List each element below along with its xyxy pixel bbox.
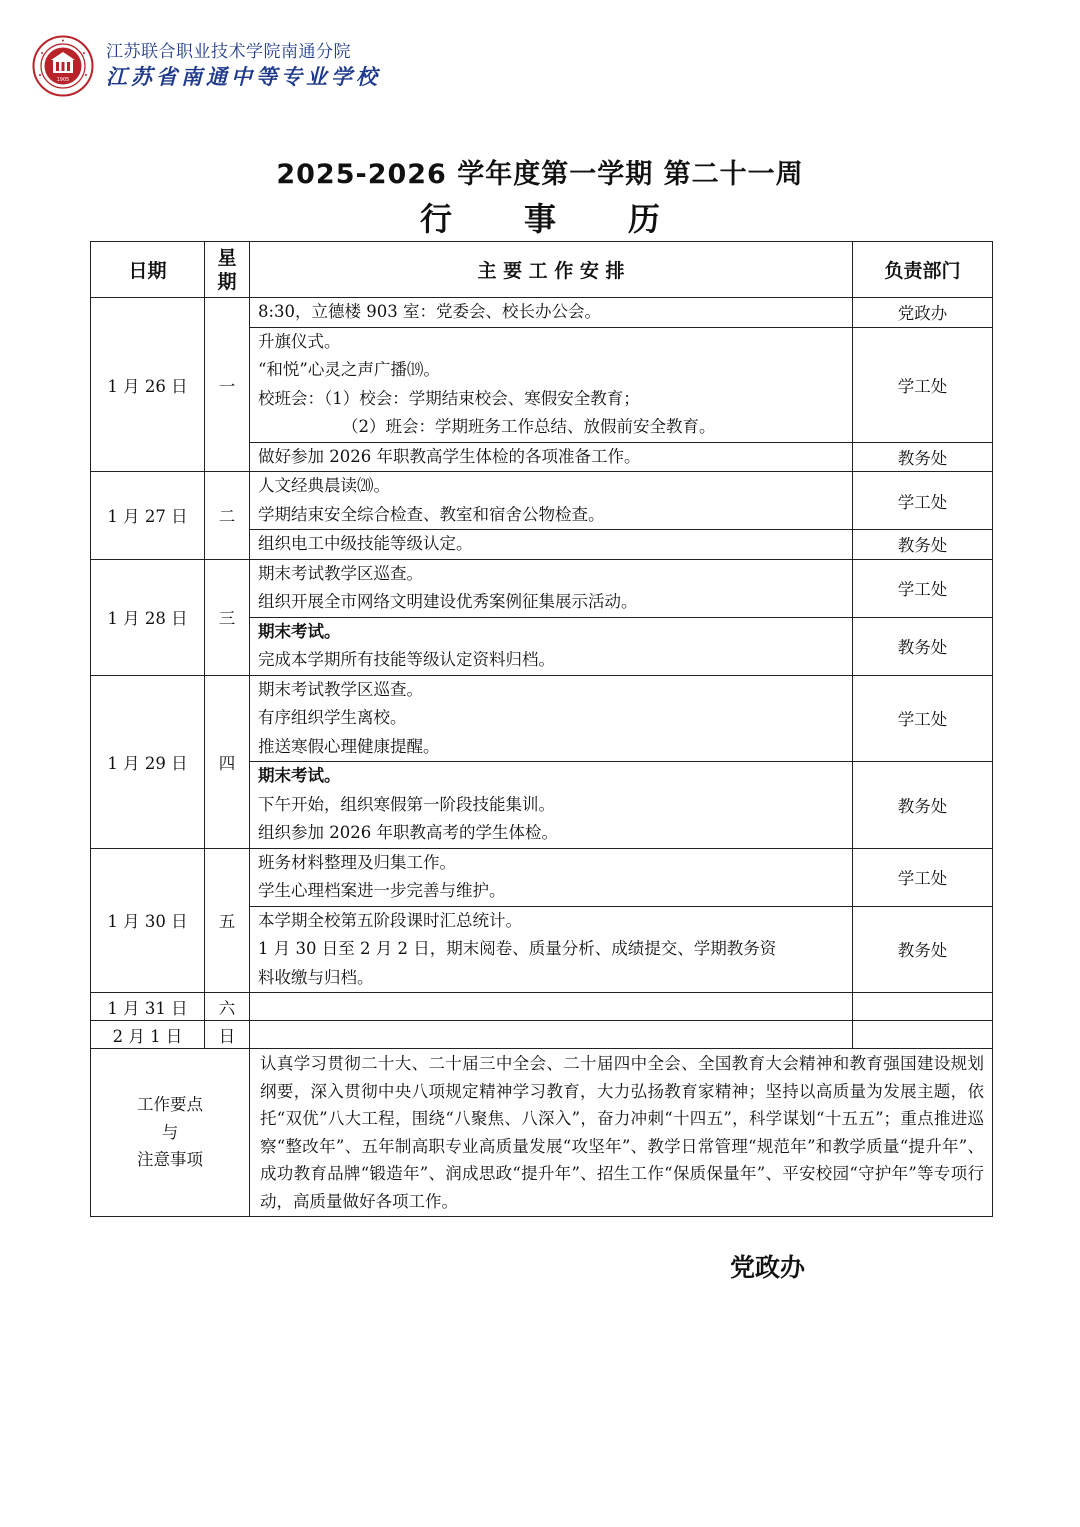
task-item: 组织电工中级技能等级认定。: [258, 534, 473, 553]
header-weekday: [205, 242, 250, 298]
header-date: 日期: [91, 242, 205, 298]
row-dept: 教务处: [853, 530, 993, 560]
row-dept: 学工处: [853, 327, 993, 442]
row-dept: 教务处: [853, 906, 993, 993]
school-header: [32, 34, 381, 98]
table-row: [91, 472, 993, 530]
notes-label: [91, 1049, 250, 1217]
notes-row: [91, 1049, 993, 1217]
row-tasks: [250, 617, 853, 675]
row-tasks: [250, 559, 853, 617]
task-item: 推送寒假心理健康提醒。: [258, 736, 440, 756]
row-dept: 教务处: [853, 617, 993, 675]
task-item: 有序组织学生离校。: [258, 708, 407, 727]
task-item: 下午开始，组织寒假第一阶段技能集训。: [258, 794, 555, 814]
table-header-row: [91, 242, 993, 298]
notes-label-line: 与: [161, 1122, 179, 1142]
row-tasks: [250, 993, 853, 1021]
document-title: 2025-2026 学年度第一学期 第二十一周: [276, 159, 804, 190]
row-tasks: [250, 848, 853, 906]
row-dept: 教务处: [853, 762, 993, 849]
row-dept: 学工处: [853, 675, 993, 762]
task-item: 完成本学期所有技能等级认定资料归档。: [258, 650, 555, 669]
table-row: [91, 848, 993, 906]
row-dept: 学工处: [853, 848, 993, 906]
task-item: 期末考试。: [258, 766, 341, 785]
row-tasks: [250, 762, 853, 849]
task-item: 料收缴与归档。: [258, 967, 374, 987]
row-date: 1 月 29 日: [91, 675, 205, 848]
school-name-primary: 江苏联合职业技术学院南通分院: [106, 42, 351, 62]
row-weekday: 三: [205, 559, 250, 675]
notes-label-line: 注意事项: [137, 1150, 203, 1170]
row-date: 2 月 1 日: [91, 1021, 205, 1049]
row-tasks: [250, 675, 853, 762]
table-row: [91, 1021, 993, 1049]
task-item: 组织参加 2026 年职教高考的学生体检。: [258, 823, 558, 842]
row-tasks: [250, 906, 853, 993]
header-dept: 负责部门: [853, 242, 993, 298]
task-item: 本学期全校第五阶段课时汇总统计。: [258, 910, 522, 930]
school-name-secondary: 江苏省南通中等专业学校: [106, 64, 381, 89]
row-weekday: 日: [205, 1021, 250, 1049]
task-item: 期末考试教学区巡查。: [258, 679, 423, 699]
row-dept: [853, 1021, 993, 1049]
row-dept: [853, 993, 993, 1021]
row-tasks: [250, 298, 853, 328]
task-item: 学期结束安全综合检查、教室和宿舍公物检查。: [258, 504, 605, 524]
task-item: 升旗仪式。: [258, 331, 341, 351]
task-item: 班务材料整理及归集工作。: [258, 852, 456, 872]
row-weekday: 一: [205, 298, 250, 472]
row-dept: 学工处: [853, 472, 993, 530]
task-item: 1 月 30 日至 2 月 2 日，期末阅卷、质量分析、成绩提交、学期教务资: [258, 939, 777, 958]
school-seal-icon: [32, 35, 94, 97]
header-tasks: 主 要 工 作 安 排: [250, 242, 853, 298]
row-dept: 教务处: [853, 442, 993, 472]
row-tasks: [250, 472, 853, 530]
table-row: [91, 993, 993, 1021]
row-date: 1 月 27 日: [91, 472, 205, 560]
task-item: 人文经典晨读⒇。: [258, 476, 390, 495]
row-dept: 党政办: [853, 298, 993, 328]
table-row: [91, 559, 993, 617]
row-date: 1 月 31 日: [91, 993, 205, 1021]
task-item: 期末考试。: [258, 621, 341, 641]
row-weekday: 二: [205, 472, 250, 560]
row-date: 1 月 30 日: [91, 848, 205, 993]
document-subtitle: 行事历: [419, 200, 732, 238]
row-weekday: 四: [205, 675, 250, 848]
table-row: [91, 298, 993, 328]
row-tasks: [250, 530, 853, 560]
table-row: [91, 675, 993, 762]
schedule-body: [91, 298, 993, 1049]
seal-year: 1905: [56, 77, 70, 83]
row-tasks: [250, 1021, 853, 1049]
row-date: 1 月 26 日: [91, 298, 205, 472]
task-item: 做好参加 2026 年职教高学生体检的各项准备工作。: [258, 446, 641, 466]
row-dept: 学工处: [853, 559, 993, 617]
task-item: （2）班会：学期班务工作总结、放假前安全教育。: [342, 417, 716, 436]
row-weekday: 五: [205, 848, 250, 993]
notes-text: 认真学习贯彻二十大、二十届三中全会、二十届四中全会、全国教育大会精神和教育强国建设规划纲要，深入贯彻中央八项规定精神学习教育，大力弘扬教育家精神；坚持以高质量为发展主题，依托“双优”八大工程，围绕“八聚焦、八深入”，奋力冲刺“十四五”，科学谋划“十五五”；重点推进巡察“整改年”、五年制高职专业高质量发展“攻坚年”、教学日常管理“规范年”和教学质量“提升年”、成功教育品牌“锻造年”、润成思政“提升年”、招生工作“保质保量年”、平安校园“守护年”等专项行动，高质量做好各项工作。: [250, 1049, 993, 1217]
task-item: 组织开展全市网络文明建设优秀案例征集展示活动。: [258, 592, 638, 611]
notes-label-line: 工作要点: [137, 1095, 203, 1115]
row-date: 1 月 28 日: [91, 559, 205, 675]
header-weekday-text: 星期: [217, 246, 237, 293]
task-item: 学生心理档案进一步完善与维护。: [258, 881, 506, 900]
row-weekday: 六: [205, 993, 250, 1021]
task-item: 8:30，立德楼 903 室：党委会、校长办公会。: [258, 302, 602, 321]
row-tasks: [250, 327, 853, 442]
schedule-table: [90, 241, 993, 1217]
task-item: 校班会：（1）校会：学期结束校会、寒假安全教育；: [258, 388, 640, 408]
row-tasks: [250, 442, 853, 472]
task-item: “和悦”心灵之声广播⒆。: [258, 360, 440, 379]
task-item: 期末考试教学区巡查。: [258, 563, 423, 583]
signature: 党政办: [730, 1253, 806, 1282]
